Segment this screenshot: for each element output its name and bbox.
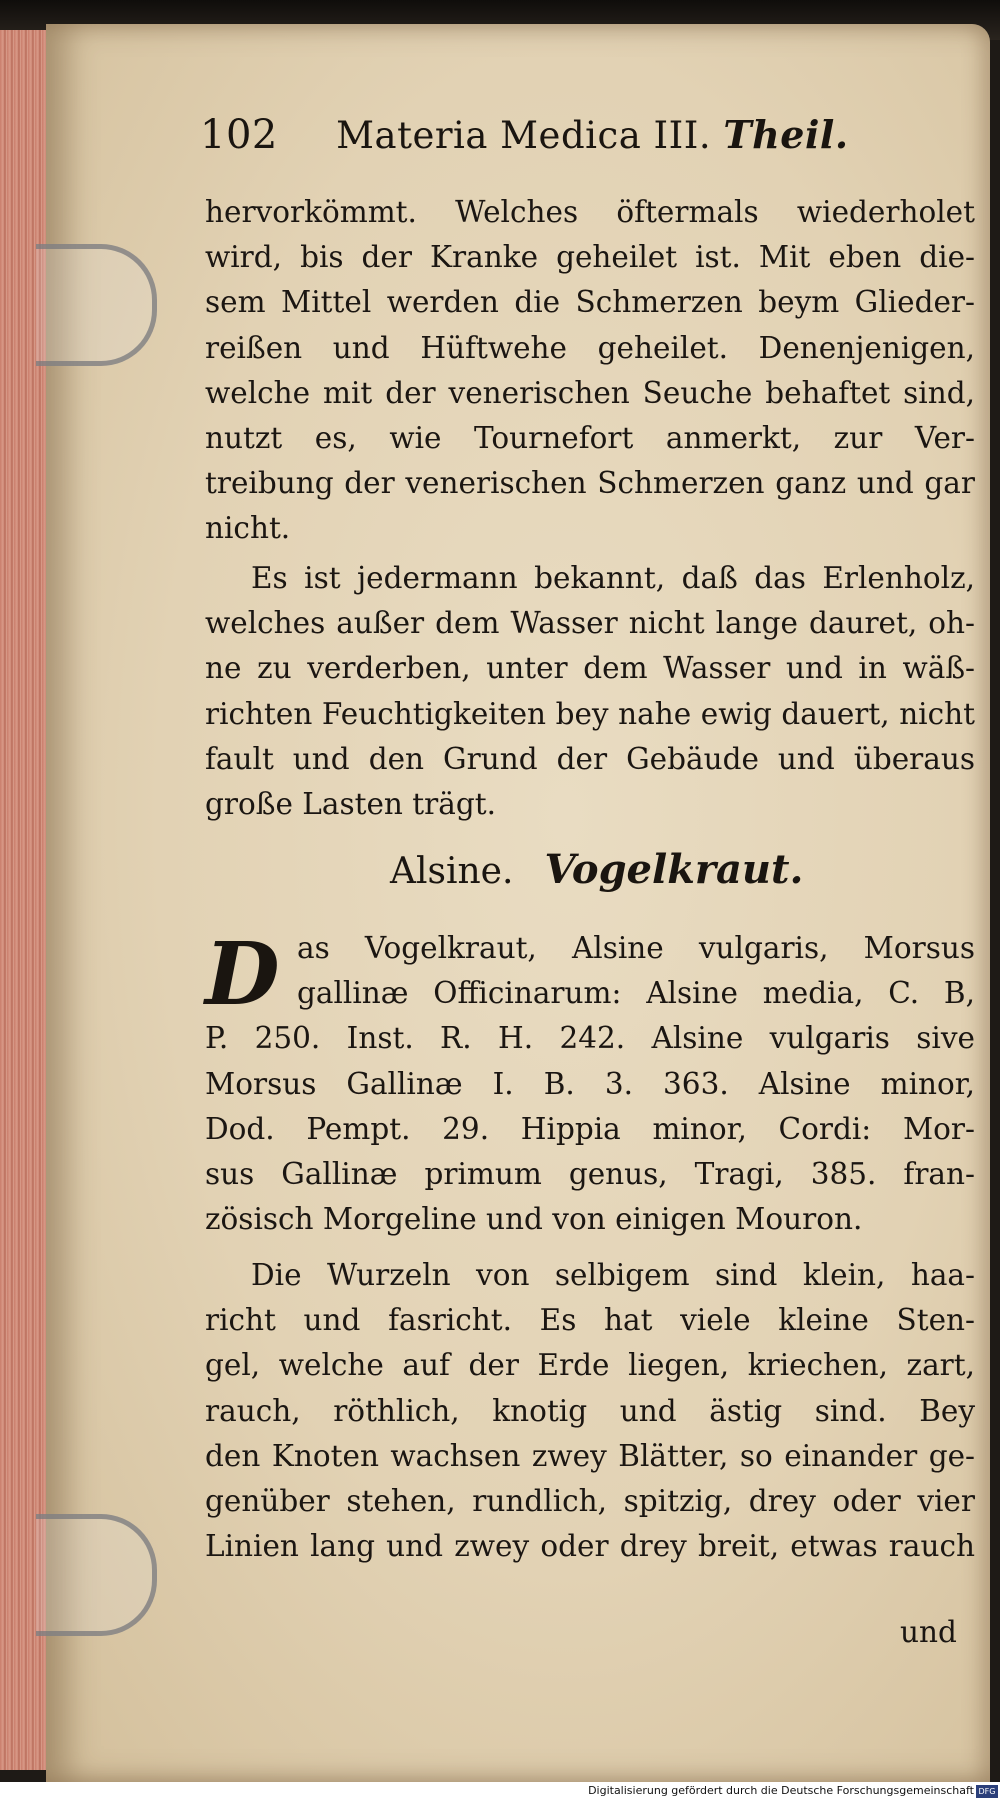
text-line: richt und fasricht. Es hat viele kleine Sten-	[205, 1303, 975, 1338]
dfg-logo: DFG	[976, 1785, 998, 1798]
text-line: treibung der venerischen Schmerzen ganz und gar	[205, 466, 975, 501]
text-line: sus Gallinæ primum genus, Tragi, 385. fran-	[205, 1157, 975, 1192]
text-line: wird, bis der Kranke geheilet ist. Mit eben die-	[205, 240, 975, 275]
text-line: reißen und Hüftwehe geheilet. Denenjenigen,	[205, 330, 975, 365]
catchword: und	[900, 1615, 957, 1649]
paragraph-3	[205, 926, 975, 1242]
text-line: große Lasten trägt.	[205, 787, 496, 822]
text-line: zösisch Morgeline und von einigen Mouron.	[205, 1202, 863, 1237]
page-clip-top	[36, 244, 157, 366]
paragraph-4	[205, 1253, 975, 1569]
footer-bar	[0, 1782, 1000, 1802]
text-line: Die Wurzeln von selbigem sind klein, haa-	[251, 1258, 975, 1292]
text-line: nutzt es, wie Tournefort anmerkt, zur Ver-	[205, 421, 975, 456]
text-line: Morsus Gallinæ I. B. 3. 363. Alsine minor,	[205, 1066, 975, 1101]
drop-cap: D	[205, 924, 280, 1025]
footer-credit: Digitalisierung gefördert durch die Deutsche Forschungsgemeinschaft	[588, 1784, 974, 1797]
text-line: welche mit der venerischen Seuche behaftet sind,	[205, 375, 975, 410]
running-header	[200, 112, 880, 172]
text-line: ne zu verderben, unter dem Wasser und in wäß-	[205, 651, 975, 686]
text-line: fault und den Grund der Gebäude und überaus	[205, 741, 975, 776]
text-line: P. 250. Inst. R. H. 242. Alsine vulgaris sive	[205, 1021, 975, 1056]
text-line: Es ist jedermann bekannt, daß das Erlenholz,	[251, 561, 975, 595]
paragraph-1	[205, 190, 975, 552]
text-line: nicht.	[205, 511, 291, 546]
paragraph-2	[205, 556, 975, 827]
text-line: hervorkömmt. Welches öftermals wiederholet	[205, 195, 975, 229]
text-line: Dod. Pempt. 29. Hippia minor, Cordi: Mor-	[205, 1111, 975, 1146]
heading-german: Vogelkraut.	[544, 846, 804, 893]
page-number: 102	[200, 112, 278, 158]
text-line: richten Feuchtigkeiten bey nahe ewig dauert, nicht	[205, 696, 975, 731]
text-line: den Knoten wachsen zwey Blätter, so einander ge-	[205, 1438, 975, 1473]
text-line: as Vogelkraut, Alsine vulgaris, Morsus	[297, 931, 975, 965]
text-line: sem Mittel werden die Schmerzen beym Glieder-	[205, 285, 975, 320]
text-line: Linien lang und zwey oder drey breit, etwas rauch	[205, 1529, 975, 1564]
text-line: gallinæ Officinarum: Alsine media, C. B,	[297, 976, 975, 1011]
page-clip-bottom	[36, 1514, 157, 1636]
text-line: welches außer dem Wasser nicht lange dauret, oh-	[205, 606, 975, 641]
heading-latin: Alsine.	[390, 851, 514, 892]
header-title: Materia Medica III.	[336, 114, 712, 157]
section-heading	[390, 846, 930, 908]
text-line: genüber stehen, rundlich, spitzig, drey oder vier	[205, 1484, 975, 1519]
header-title-fraktur: Theil.	[723, 112, 849, 157]
text-line: gel, welche auf der Erde liegen, kriechen, zart,	[205, 1348, 975, 1383]
text-line: rauch, röthlich, knotig und ästig sind. Bey	[205, 1393, 975, 1428]
